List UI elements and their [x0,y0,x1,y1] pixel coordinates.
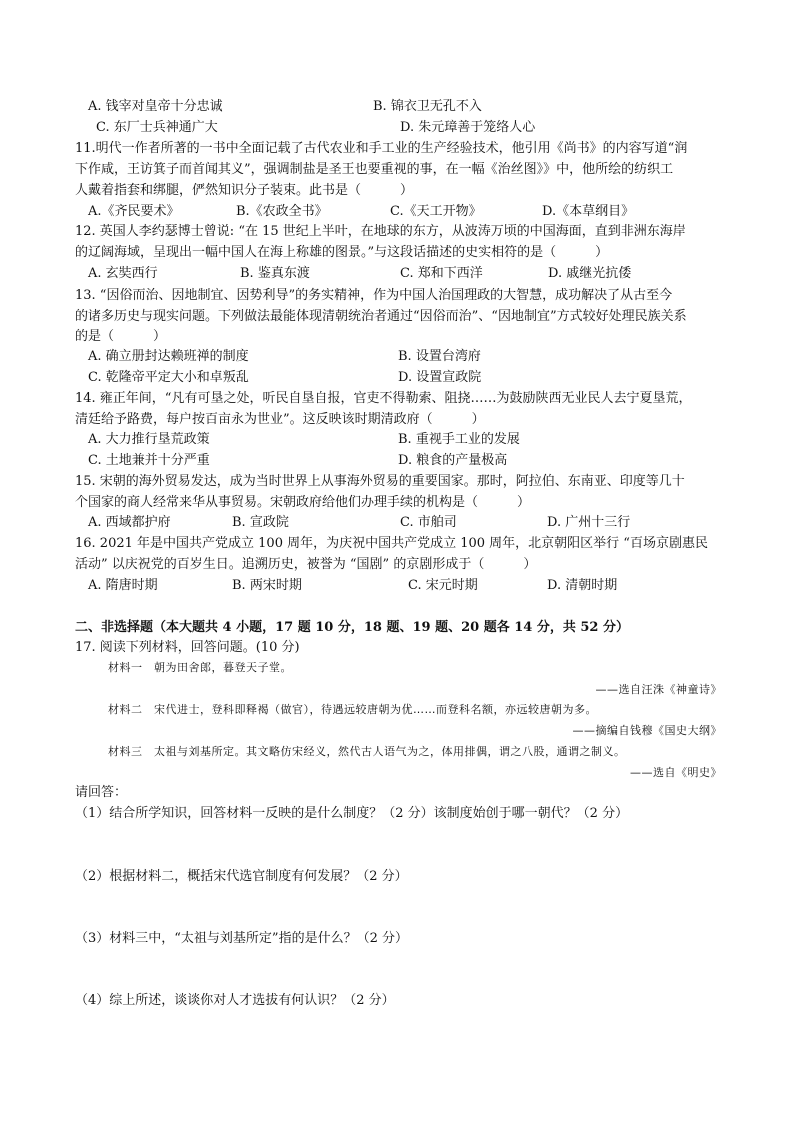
q11-stem-line3: 人戴着指套和绑腿，俨然知识分子装束。此书是（ ） [75,183,414,198]
q14-option-d: D. 粮食的产量极高 [398,453,508,468]
q17-material-3: 材料三 太祖与刘基所定。其文略仿宋经义，然代古人语气为之，体用排偶，谓之八股，通谓之制义。 [108,745,626,758]
q17-material-2: 材料二 宋代进士，登科即释褐（做官），待遇远较唐朝为优……而登科名额，亦远较唐朝为多。 [108,703,597,716]
q17-answer-prompt: 请回答： [75,785,128,800]
q12-option-d: D. 戚继光抗倭 [548,266,632,281]
q14-stem-line1: 14. 雍正年间，“凡有可垦之处，听民自垦自报，官吏不得勒索、阻挠……为鼓励陕西无业民人去宁夏垦荒， [75,391,692,406]
q11-stem-line2: 下作咸，王访箕子而首闻其义”，强调制盐是圣王也要重视的事，在一幅《治丝图》》中，他所绘的纺织工 [75,162,674,177]
q16-option-b: B. 两宋时期 [232,578,302,593]
q10-option-c: C. 东厂士兵神通广大 [96,120,218,135]
q13-stem-line3: 的是（ ） [75,329,167,344]
q17-subquestion-3: （3）材料三中，“太祖与刘基所定”指的是什么？（2 分） [75,931,408,946]
q10-option-d: D. 朱元璋善于笼络人心 [400,120,536,135]
q14-option-c: C. 土地兼并十分严重 [88,453,210,468]
q16-option-c: C. 宋元时期 [408,578,478,593]
q14-option-b: B. 重视手工业的发展 [398,432,520,447]
q17-material-3-source: ——选自《明史》 [630,766,722,779]
q17-subquestion-2: （2）根据材料二，概括宋代选官制度有何发展？（2 分） [75,869,408,884]
q15-stem-line2: 个国家的商人经常来华从事贸易。宋朝政府给他们办理手续的机构是（ ） [75,495,531,510]
q12-option-a: A. 玄奘西行 [88,266,158,281]
q12-option-c: C. 郑和下西洋 [400,266,483,281]
q12-stem-line1: 12. 英国人李约瑟博士曾说: “在 15 世纪上半叶，在地球的东方，从波涛万顷的中国海面，直到非洲东海岸 [75,224,686,239]
q16-option-d: D. 清朝时期 [547,578,618,593]
q14-option-a: A. 大力推行垦荒政策 [88,432,210,447]
q13-stem-line2: 的诸多历史与现实问题。下列做法最能体现清朝统治者通过“因俗而治”、“因地制宜”方式较好处理民族关系 [75,309,687,324]
q13-option-b: B. 设置台湾府 [398,349,481,364]
q10-option-b: B. 锦衣卫无孔不入 [373,99,482,114]
q11-option-c: C.《天工开物》 [390,204,482,219]
q11-option-b: B.《农政全书》 [236,204,328,219]
q13-stem-line1: 13. “因俗而治、因地制宜、因势利导”的务实精神，作为中国人治国理政的大智慧，成功解决了从古至今 [75,288,673,303]
q13-option-a: A. 确立册封达赖班禅的制度 [88,349,249,364]
q13-option-c: C. 乾隆帝平定大小和卓叛乱 [88,370,249,385]
q12-option-b: B. 鉴真东渡 [240,266,310,281]
q15-option-c: C. 市舶司 [400,515,457,530]
q17-material-1-source: ——选自汪洙《神童诗》 [595,683,722,696]
q15-option-a: A. 西域都护府 [88,515,171,530]
section2-heading: 二、非选择题（本大题共 4 小题，17 题 10 分，18 题、19 题、20 题各 14 分，共 52 分） [75,620,629,635]
q17-subquestion-4: （4）综上所述，谈谈你对人才选拔有何认识？（2 分） [75,993,395,1008]
q16-stem-line1: 16. 2021 年是中国共产党成立 100 周年，为庆祝中国共产党成立 100 周年，北京朝阳区举行 “百场京剧惠民 [75,536,708,551]
q11-option-a: A.《齐民要术》 [88,204,180,219]
q17-subquestion-1: （1）结合所学知识，回答材料一反映的是什么制度？（2 分）该制度始创于哪一朝代？（2 分） [75,806,629,821]
q14-stem-line2: 清廷给予路费，每户按百亩永为世业”。这反映该时期清政府（ ） [75,412,485,427]
q11-stem-line1: 11.明代一作者所著的一书中全面记载了古代农业和手工业的生产经验技术，他引用《尚书》的内容写道“润 [75,141,688,156]
q15-option-d: D. 广州十三行 [547,515,631,530]
q16-option-a: A. 隋唐时期 [88,578,158,593]
q16-stem-line2: 活动” 以庆祝党的百岁生日。追溯历史，被誉为 “国剧” 的京剧形成于（ ） [75,557,537,572]
q12-stem-line2: 的辽阔海域，呈现出一幅中国人在海上称雄的图景。”与这段话描述的史实相符的是（ ） [75,245,609,260]
q17-material-2-source: ——摘编自钱穆《国史大纲》 [572,724,722,737]
q17-intro: 17. 阅读下列材料，回答问题。(10 分) [75,640,300,655]
q15-stem-line1: 15. 宋朝的海外贸易发达，成为当时世界上从事海外贸易的重要国家。那时，阿拉伯、东南亚、印度等几十 [75,474,685,489]
q10-option-a: A. 钱宰对皇帝十分忠诚 [88,99,223,114]
q13-option-d: D. 设置宣政院 [398,370,482,385]
q11-option-d: D.《本草纲目》 [542,204,635,219]
q17-material-1: 材料一 朝为田舍郎，暮登天子堂。 [108,661,292,674]
q15-option-b: B. 宣政院 [232,515,289,530]
